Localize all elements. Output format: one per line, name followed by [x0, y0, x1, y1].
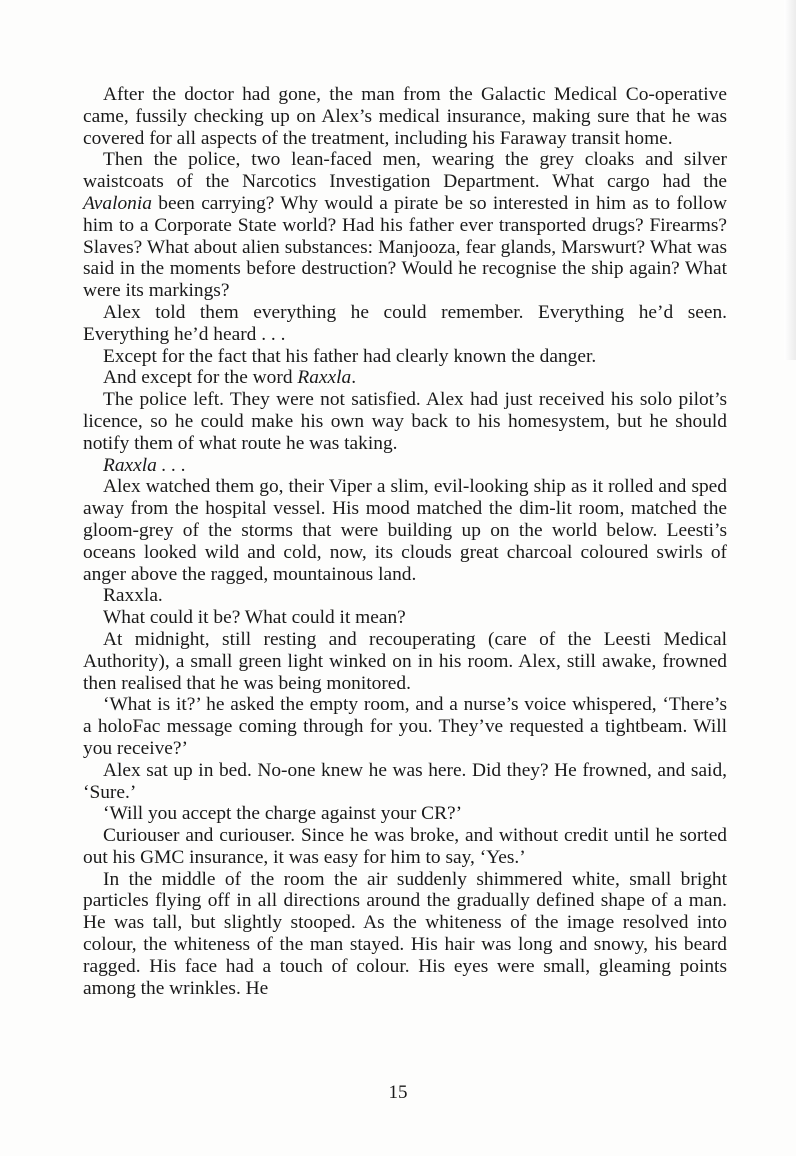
- italic-text: Avalonia: [83, 192, 152, 214]
- text-run: Alex told them everything he could remember. Everything he’d seen. Everything he’d heard . . .: [83, 301, 727, 345]
- paragraph: [83, 585, 727, 607]
- text-run: .: [351, 367, 357, 389]
- text-run: And except for the word: [103, 367, 298, 389]
- paragraph: [83, 84, 727, 149]
- paragraph: [83, 389, 727, 454]
- text-run: In the middle of the room the air suddenly shimmered white, small bright particles flying off in all directions around the gradually defined shape of a man. He was tall, but slightly stooped. As the whiteness of the image resolved into colour, the whiteness of the man stayed. His hair was long and snowy, his beard ragged. His face had a touch of colour. His eyes were small, gleaming points among the wrinkles. He: [83, 868, 727, 999]
- text-run: Alex watched them go, their Viper a slim, evil-looking ship as it rolled and sped away from the hospital vessel. His mood matched the dim-lit room, matched the gloom-grey of the storms that were building up on the world below. Leesti’s oceans looked wild and cold, now, its clouds great charcoal coloured swirls of anger above the ragged, mountainous land.: [83, 476, 727, 585]
- text-run: ‘What is it?’ he asked the empty room, and a nurse’s voice whispered, ‘There’s a holoFac message coming through for you. They’ve requested a tightbeam. Will you receive?’: [83, 694, 727, 759]
- text-run: Except for the fact that his father had clearly known the danger.: [103, 345, 597, 367]
- paragraph: [83, 346, 727, 368]
- paragraph: [83, 607, 727, 629]
- text-run: Curiouser and curiouser. Since he was broke, and without credit until he sorted out his GMC insurance, it was easy for him to say, ‘Yes.’: [83, 825, 727, 868]
- text-run: The police left. They were not satisfied. Alex had just received his solo pilot’s licence, so he could make his own way back to his homesystem, but he should notify them of what route he was taking.: [83, 389, 727, 454]
- text-run: Alex sat up in bed. No-one knew he was here. Did they? He frowned, and said, ‘Sure.’: [83, 759, 727, 803]
- paragraph: [83, 302, 727, 346]
- text-run: After the doctor had gone, the man from the Galactic Medical Co-operative came, fussily checking up on Alex’s medical insurance, making sure that he was covered for all aspects of the treatment, including his Faraway transit home.: [83, 84, 727, 149]
- paragraph: [83, 869, 727, 1000]
- text-run: been carrying? Why would a pirate be so interested in him as to follow him to a Corporate State world? Had his father ever transported drugs? Firearms? Slaves? What about alien substances: Manjooza, fear glands, Marswurt? What was said in the moments before destruction? Would he recognise the ship again? What were its markings?: [83, 192, 727, 302]
- italic-text: Raxxla . . .: [103, 454, 186, 476]
- paragraph: [83, 476, 727, 585]
- paragraph: [83, 803, 727, 825]
- paragraph: [83, 760, 727, 804]
- paragraph: [83, 825, 727, 869]
- paragraph: [83, 629, 727, 694]
- italic-text: Raxxla: [297, 367, 352, 389]
- paragraph: [83, 367, 727, 389]
- text-run: What could it be? What could it mean?: [103, 607, 406, 629]
- body-text: [83, 84, 727, 999]
- text-run: Then the police, two lean-faced men, wearing the grey cloaks and silver waistcoats of the Narcotics Investigation Department. What cargo had the: [83, 149, 727, 193]
- text-run: ‘Will you accept the charge against your CR?’: [103, 803, 463, 825]
- paragraph: [83, 455, 727, 477]
- text-run: At midnight, still resting and recouperating (care of the Leesti Medical Authority), a small green light winked on in his room. Alex, still awake, frowned then realised that he was being monitored.: [83, 628, 727, 694]
- page-edge-shadow: [784, 0, 796, 360]
- text-run: Raxxla.: [103, 585, 163, 607]
- paragraph: [83, 149, 727, 302]
- paragraph: [83, 694, 727, 759]
- page-number: 15: [388, 1082, 408, 1103]
